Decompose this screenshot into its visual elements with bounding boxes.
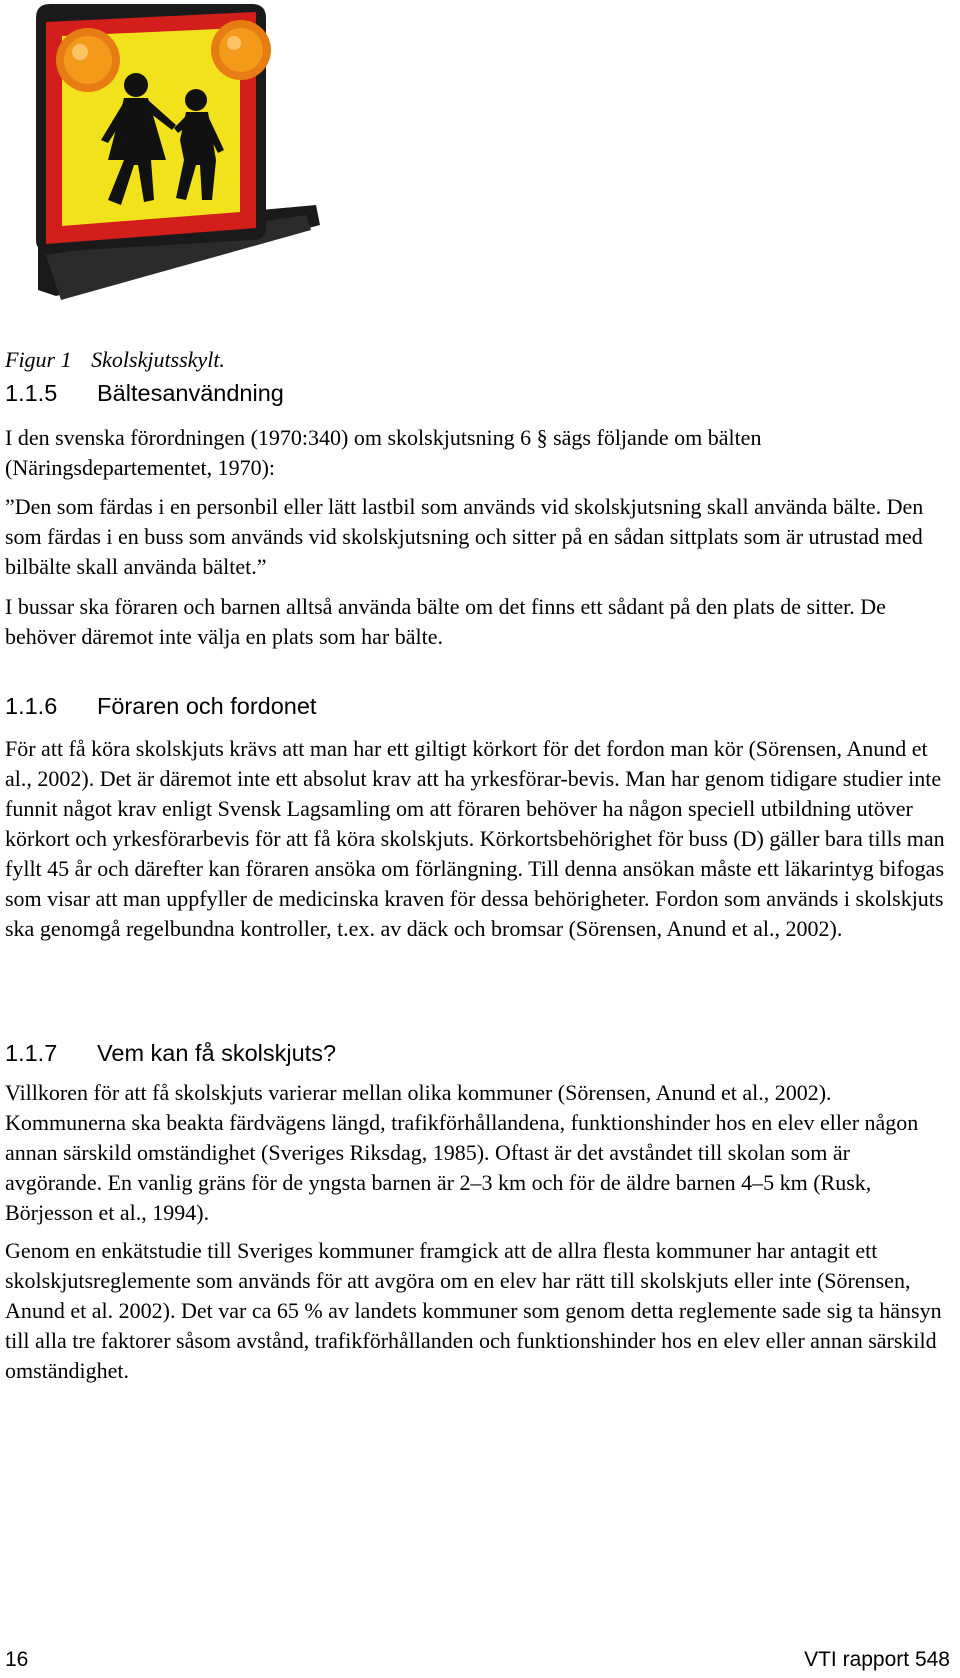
paragraph: I bussar ska föraren och barnen alltså använda bälte om det finns ett sådant på den plats de sitter. De behöver däremot inte välja en plats som har bälte. xyxy=(5,594,886,649)
section-number: 1.1.7 xyxy=(5,1040,58,1066)
paragraph: Villkoren för att få skolskjuts varierar mellan olika kommuner (Sörensen, Anund et al., 2002). Kommunerna ska beakta färdvägens längd, trafikförhållandena, funktionshinder hos en elev eller någon annan särskild omständighet (Sveriges Riksdag, 1985). Oftast är det avståndet till skolan som är avgörande. En vanlig gräns för de yngsta barnen är 2–3 km och för de äldre barnen 4–5 km (Rusk, Börjesson et al., 1994). xyxy=(5,1080,919,1225)
section-title: Bältesanvändning xyxy=(97,380,284,406)
paragraph: I den svenska förordningen (1970:340) om skolskjutsning 6 § sägs följande om bälten (Näringsdepartementet, 1970): xyxy=(5,425,762,480)
paragraph: För att få köra skolskjuts krävs att man har ett giltigt körkort för det fordon man kör (Sörensen, Anund et al., 2002). Det är däremot inte ett absolut krav att ha yrkesförar-bevis. Man har genom tidigare studier inte funnit något krav enligt Svensk Lagsamling om att föraren behöver ha någon speciell utbildning utöver körkort och yrkesförarbevis för att få köra skolskjuts. Körkortsbehörighet för buss (D) gäller bara tills man fyllt 45 år och därefter kan föraren ansöka om förlängning. Till denna ansökan måste ett läkarintyg bifogas som visar att man uppfyller de medicinska kraven för dessa behörigheter. Fordon som används i skolskjuts ska genomgå regelbundna kontroller, t.ex. av däck och bromsar (Sörensen, Anund et al., 2002). xyxy=(5,736,945,941)
section-number: 1.1.5 xyxy=(5,380,58,406)
figure-caption xyxy=(5,347,225,373)
section-title: Föraren och fordonet xyxy=(97,693,317,719)
section-heading-1-1-7 xyxy=(5,1040,336,1067)
page-number: 16 xyxy=(5,1648,29,1671)
school-bus-sign-figure xyxy=(16,0,326,322)
figure-caption-number: Figur 1 xyxy=(5,347,72,372)
report-name: VTI rapport 548 xyxy=(804,1648,950,1671)
figure-caption-text: Skolskjutsskylt. xyxy=(91,347,225,372)
section-title: Vem kan få skolskjuts? xyxy=(97,1040,337,1066)
school-bus-sign-image xyxy=(16,0,326,322)
quote-paragraph: ”Den som färdas i en personbil eller lätt lastbil som används vid skolskjutsning skall använda bälte. Den som färdas i en buss som används vid skolskjutsning och sitter på en sådan sittplats som är utrustad med bilbälte skall använda bältet.” xyxy=(5,494,924,579)
paragraph: Genom en enkätstudie till Sveriges kommuner framgick att de allra flesta kommuner har antagit ett skolskjutsreglemente som används för att avgöra om en elev har rätt till skolskjuts eller inte (Sörensen, Anund et al. 2002). Det var ca 65 % av landets kommuner som genom detta reglemente sade sig ta hänsyn till alla tre faktorer såsom avstånd, trafikförhållanden och funktionshinder hos en elev eller annan särskild omständighet. xyxy=(5,1238,942,1383)
section-number: 1.1.6 xyxy=(5,693,58,719)
section-heading-1-1-5 xyxy=(5,380,284,407)
section-heading-1-1-6 xyxy=(5,693,316,720)
